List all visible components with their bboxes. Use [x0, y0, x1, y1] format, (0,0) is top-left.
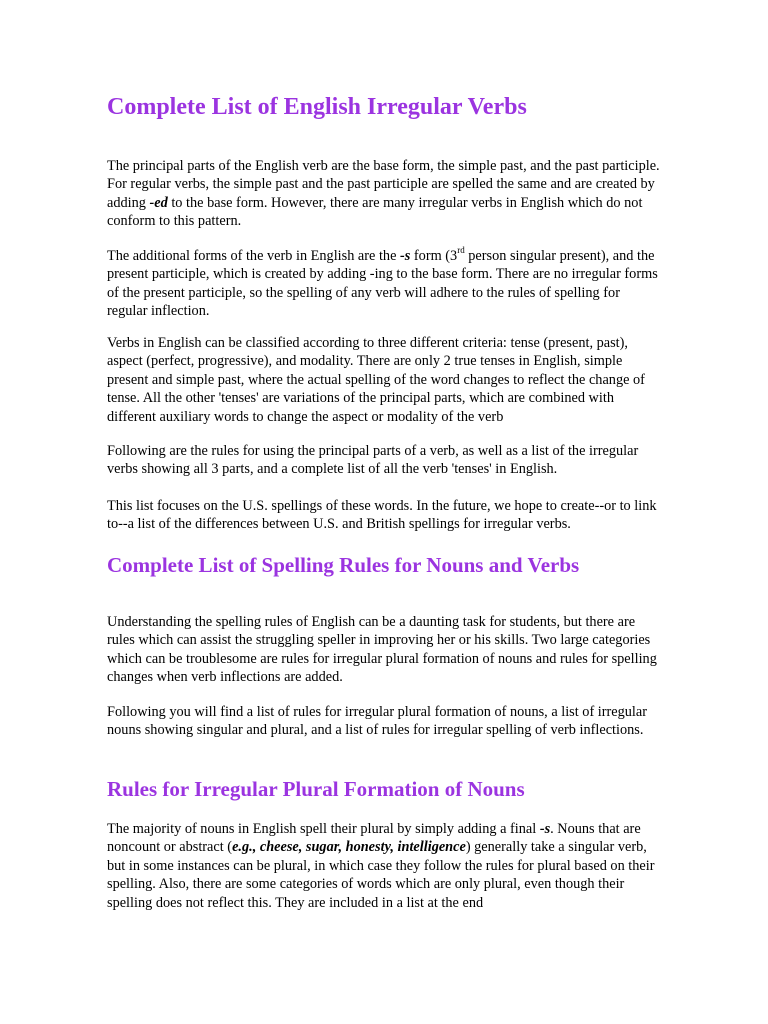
intro-paragraph-5: This list focuses on the U.S. spellings of these words. In the future, we hope to create--or to link to--a list of the differences between U.S. and British spellings for irregular verbs.: [107, 498, 657, 533]
intro-p2-superscript: rd: [457, 245, 465, 256]
plural-paragraph-1: [107, 820, 662, 912]
intro-paragraph-2: [107, 247, 662, 321]
plural-p1-s-suffix: -s: [539, 821, 551, 837]
plural-p1-text-b: . Nouns that are noncount or abstract (: [107, 821, 641, 856]
intro-paragraph-1: [107, 157, 662, 231]
section-heading-spelling-rules: Complete List of Spelling Rules for Nouns and Verbs: [107, 553, 580, 577]
plural-p1-text-a: The majority of nouns in English spell their plural by simply adding a final: [107, 821, 540, 837]
plural-p1-examples: e.g., cheese, sugar, honesty, intelligence: [232, 839, 466, 856]
page-title: Complete List of English Irregular Verbs: [107, 94, 527, 120]
intro-paragraph-4: Following are the rules for using the principal parts of a verb, as well as a list of the irregular verbs showing all 3 parts, and a complete list of all the verb 'tenses' in English.: [107, 443, 639, 478]
intro-p1-text-a: The principal parts of the English verb are the base form, the simple past, and the past participle. For regular verbs, the simple past and the past participle are spelled the same and are created by adding: [107, 158, 660, 211]
intro-p2-text-c: person singular present), and the present participle, which is created by adding -ing to the base form. There are no irregular forms of the present participle, so the spelling of any verb will adhere to the rules of spelling for regular inflection.: [107, 248, 658, 320]
section-heading-plural-nouns: Rules for Irregular Plural Formation of Nouns: [107, 777, 525, 801]
intro-p2-s-suffix: -s: [400, 248, 411, 264]
intro-p1-ed-suffix: -ed: [149, 194, 168, 211]
intro-p2-text-b: form (3: [410, 248, 458, 264]
intro-paragraph-3: Verbs in English can be classified according to three different criteria: tense (present, past), aspect (perfect, progressive), and modality. There are only 2 true tenses in English, simple present and simple past, where the actual spelling of the word changes to reflect the change of tense. All the other 'tenses' are variations of the principal parts, which are combined with different auxiliary words to change the aspect or modality of the verb: [107, 335, 645, 425]
spelling-paragraph-2: Following you will find a list of rules for irregular plural formation of nouns, a list of irregular nouns showing singular and plural, and a list of rules for irregular spelling of verb inflections.: [107, 704, 647, 739]
plural-p1-text-c: ) generally take a singular verb, but in some instances can be plural, in which case they follow the rules for plural based on their spelling. Also, there are some categories of words which are only plural, even though their spelling does not reflect this. They are included in a list at the end: [107, 839, 655, 911]
spelling-paragraph-1: Understanding the spelling rules of English can be a daunting task for students, but there are rules which can assist the struggling speller in improving her or his skills. Two large categories which can be troublesome are rules for irregular plural formation of nouns and rules for spelling changes when verb inflections are added.: [107, 614, 657, 686]
intro-p2-text-a: The additional forms of the verb in English are the: [107, 248, 401, 264]
intro-p1-text-b: to the base form. However, there are many irregular verbs in English which do not conform to this pattern.: [107, 194, 643, 230]
